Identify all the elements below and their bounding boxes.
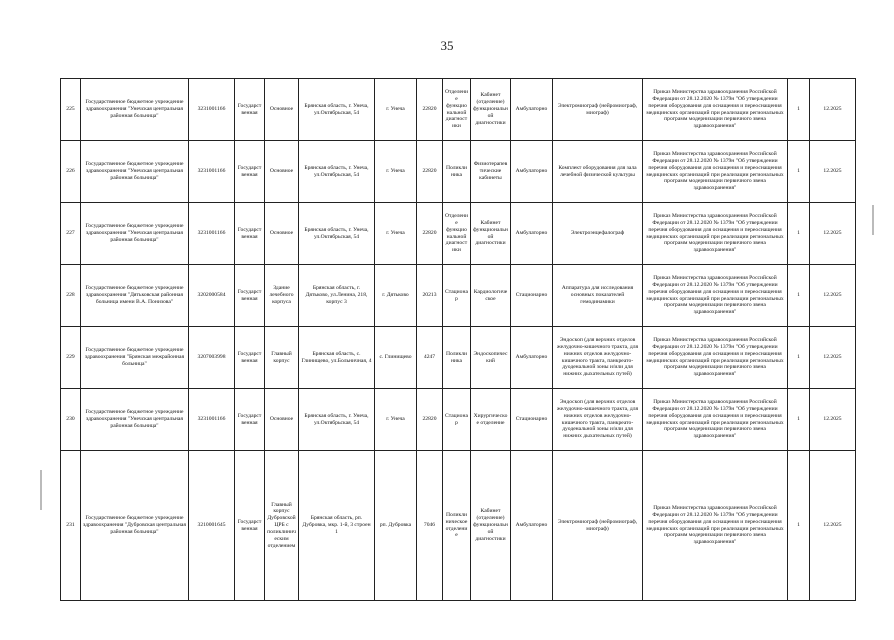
table-row xyxy=(61,327,856,389)
quantity-cell: 1 xyxy=(788,79,810,141)
care-condition-cell: Стационарно xyxy=(511,265,553,327)
table-row xyxy=(61,451,856,601)
row-number-cell: 229 xyxy=(61,327,81,389)
address-cell: Брянская область, г. Дятьково, ул.Ленина, 218, корпус 3 xyxy=(299,265,375,327)
legal-basis-cell: Приказ Министерства здравоохранения Российской Федерации от 28.12.2020 № 1379н "Об утверждении перечня оборудования для оснащения и переоснащения медицинских организаций при реализации региональных программ модернизации первичного звена здравоохранения" xyxy=(643,389,788,451)
organization-cell: Государственное бюджетное учреждение здравоохранения "Унечская центральная районная больница" xyxy=(81,141,189,203)
building-cell: Главный корпус Дубровской ЦРБ с поликлиническим отделением xyxy=(265,451,299,601)
legal-basis-cell: Приказ Министерства здравоохранения Российской Федерации от 28.12.2020 № 1379н "Об утверждении перечня оборудования для оснащения и переоснащения медицинских организаций при реализации региональных программ модернизации первичного звена здравоохранения" xyxy=(643,265,788,327)
code-cell: 4247 xyxy=(417,327,443,389)
equipment-cell: Электромиограф (нейромиограф, миограф) xyxy=(553,79,643,141)
page-number: 35 xyxy=(440,38,454,53)
quantity-cell: 1 xyxy=(788,451,810,601)
scan-artifact xyxy=(872,205,874,235)
row-number-cell: 226 xyxy=(61,141,81,203)
locality-cell: г. Дятьково xyxy=(375,265,417,327)
organization-cell: Государственное бюджетное учреждение здравоохранения "Дубровская центральная районная больница" xyxy=(81,451,189,601)
building-cell: Главный корпус xyxy=(265,327,299,389)
scan-artifact xyxy=(40,470,42,510)
inn-cell: 3231001166 xyxy=(189,79,235,141)
department-type-cell: Стационар xyxy=(443,389,471,451)
organization-cell: Государственное бюджетное учреждение здравоохранения "Унечская центральная районная больница" xyxy=(81,203,189,265)
locality-cell: г. Унеча xyxy=(375,79,417,141)
legal-basis-cell: Приказ Министерства здравоохранения Российской Федерации от 28.12.2020 № 1379н "Об утверждении перечня оборудования для оснащения и переоснащения медицинских организаций при реализации региональных программ модернизации первичного звена здравоохранения" xyxy=(643,327,788,389)
legal-basis-cell: Приказ Министерства здравоохранения Российской Федерации от 28.12.2020 № 1379н "Об утверждении перечня оборудования для оснащения и переоснащения медицинских организаций при реализации региональных программ модернизации первичного звена здравоохранения" xyxy=(643,451,788,601)
table-row xyxy=(61,389,856,451)
row-number-cell: 225 xyxy=(61,79,81,141)
row-number-cell: 230 xyxy=(61,389,81,451)
building-cell: Здание лечебного корпуса xyxy=(265,265,299,327)
department-type-cell: Поликлиника xyxy=(443,141,471,203)
department-type-cell: Отделение функциональной диагностики xyxy=(443,203,471,265)
unit-cell: Кабинет (отделение) функциональной диагностики xyxy=(471,79,511,141)
equipment-cell: Эндоскоп (для верхних отделов желудочно-кишечного тракта, для нижних отделов желудочно-кишечного тракта, панкреато-дуоденальной зоны и/или для нижних дыхательных путей) xyxy=(553,389,643,451)
care-condition-cell: Амбулаторно xyxy=(511,327,553,389)
row-number-cell: 227 xyxy=(61,203,81,265)
code-cell: 22820 xyxy=(417,141,443,203)
address-cell: Брянская область, рп. Дубровка, мкр. 1-й, 3 строен 1 xyxy=(299,451,375,601)
department-type-cell: Отделение функциональной диагностики xyxy=(443,79,471,141)
locality-cell: г. Унеча xyxy=(375,203,417,265)
legal-basis-cell: Приказ Министерства здравоохранения Российской Федерации от 28.12.2020 № 1379н "Об утверждении перечня оборудования для оснащения и переоснащения медицинских организаций при реализации региональных программ модернизации первичного звена здравоохранения" xyxy=(643,141,788,203)
care-condition-cell: Амбулаторно xyxy=(511,141,553,203)
inn-cell: 3231001166 xyxy=(189,203,235,265)
row-number-cell: 228 xyxy=(61,265,81,327)
unit-cell: Кабинет функциональной диагностики xyxy=(471,203,511,265)
code-cell: 7046 xyxy=(417,451,443,601)
department-type-cell: Стационар xyxy=(443,265,471,327)
ownership-cell: Государственная xyxy=(235,451,265,601)
code-cell: 20213 xyxy=(417,265,443,327)
quantity-cell: 1 xyxy=(788,327,810,389)
ownership-cell: Государственная xyxy=(235,203,265,265)
inn-cell: 3202000584 xyxy=(189,265,235,327)
address-cell: Брянская область, г. Унеча, ул.Октябрьская, 54 xyxy=(299,203,375,265)
care-condition-cell: Амбулаторно xyxy=(511,79,553,141)
unit-cell: Эндоскопический xyxy=(471,327,511,389)
ownership-cell: Государственная xyxy=(235,327,265,389)
building-cell: Основное xyxy=(265,79,299,141)
code-cell: 22820 xyxy=(417,203,443,265)
equipment-cell: Комплект оборудования для зала лечебной физической культуры xyxy=(553,141,643,203)
quantity-cell: 1 xyxy=(788,203,810,265)
equipment-cell: Электроэнцефалограф xyxy=(553,203,643,265)
ownership-cell: Государственная xyxy=(235,79,265,141)
organization-cell: Государственное бюджетное учреждение здравоохранения "Унечская центральная районная больница" xyxy=(81,389,189,451)
organization-cell: Государственное бюджетное учреждение здравоохранения "Унечская центральная районная больница" xyxy=(81,79,189,141)
care-condition-cell: Амбулаторно xyxy=(511,451,553,601)
building-cell: Основное xyxy=(265,141,299,203)
equipment-cell: Эндоскоп (для верхних отделов желудочно-кишечного тракта, для нижних отделов желудочно-кишечного тракта, панкреато-дуоденальной зоны и/или для нижних дыхательных путей) xyxy=(553,327,643,389)
legal-basis-cell: Приказ Министерства здравоохранения Российской Федерации от 28.12.2020 № 1379н "Об утверждении перечня оборудования для оснащения и переоснащения медицинских организаций при реализации региональных программ модернизации первичного звена здравоохранения" xyxy=(643,79,788,141)
unit-cell: Кардиологическое xyxy=(471,265,511,327)
deadline-cell: 12.2025 xyxy=(810,327,856,389)
table-row xyxy=(61,79,856,141)
deadline-cell: 12.2025 xyxy=(810,141,856,203)
inn-cell: 3207003998 xyxy=(189,327,235,389)
row-number-cell: 231 xyxy=(61,451,81,601)
quantity-cell: 1 xyxy=(788,141,810,203)
deadline-cell: 12.2025 xyxy=(810,79,856,141)
ownership-cell: Государственная xyxy=(235,265,265,327)
address-cell: Брянская область, г. Унеча, ул.Октябрьская, 54 xyxy=(299,141,375,203)
locality-cell: г. Унеча xyxy=(375,141,417,203)
equipment-cell: Аппаратура для исследования основных показателей гемодинамики xyxy=(553,265,643,327)
equipment-cell: Электромиограф (нейромиограф, миограф) xyxy=(553,451,643,601)
inn-cell: 3231001166 xyxy=(189,389,235,451)
address-cell: Брянская область, с. Глинищево, ул.Больничная, 4 xyxy=(299,327,375,389)
inn-cell: 3231001166 xyxy=(189,141,235,203)
deadline-cell: 12.2025 xyxy=(810,451,856,601)
department-type-cell: Поликлиническое отделение xyxy=(443,451,471,601)
address-cell: Брянская область, г. Унеча, ул.Октябрьская, 54 xyxy=(299,389,375,451)
deadline-cell: 12.2025 xyxy=(810,265,856,327)
table-row xyxy=(61,265,856,327)
locality-cell: рп. Дубровка xyxy=(375,451,417,601)
ownership-cell: Государственная xyxy=(235,141,265,203)
deadline-cell: 12.2025 xyxy=(810,389,856,451)
unit-cell: Физиотерапевтические кабинеты xyxy=(471,141,511,203)
table-row xyxy=(61,141,856,203)
locality-cell: г. Унеча xyxy=(375,389,417,451)
equipment-table xyxy=(60,78,856,601)
quantity-cell: 1 xyxy=(788,389,810,451)
quantity-cell: 1 xyxy=(788,265,810,327)
organization-cell: Государственное бюджетное учреждение здравоохранения "Брянская межрайонная больница" xyxy=(81,327,189,389)
care-condition-cell: Стационарно xyxy=(511,389,553,451)
organization-cell: Государственное бюджетное учреждение здравоохранения "Дятьковская районная больница имени В.А. Понизова" xyxy=(81,265,189,327)
unit-cell: Кабинет (отделение) функциональной диагностики xyxy=(471,451,511,601)
code-cell: 22820 xyxy=(417,79,443,141)
unit-cell: Хирургическое отделение xyxy=(471,389,511,451)
department-type-cell: Поликлиника xyxy=(443,327,471,389)
inn-cell: 3210001645 xyxy=(189,451,235,601)
code-cell: 22820 xyxy=(417,389,443,451)
address-cell: Брянская область, г. Унеча, ул.Октябрьская, 54 xyxy=(299,79,375,141)
building-cell: Основное xyxy=(265,203,299,265)
building-cell: Основное xyxy=(265,389,299,451)
locality-cell: с. Глинищево xyxy=(375,327,417,389)
deadline-cell: 12.2025 xyxy=(810,203,856,265)
care-condition-cell: Амбулаторно xyxy=(511,203,553,265)
ownership-cell: Государственная xyxy=(235,389,265,451)
table-row xyxy=(61,203,856,265)
legal-basis-cell: Приказ Министерства здравоохранения Российской Федерации от 28.12.2020 № 1379н "Об утверждении перечня оборудования для оснащения и переоснащения медицинских организаций при реализации региональных программ модернизации первичного звена здравоохранения" xyxy=(643,203,788,265)
